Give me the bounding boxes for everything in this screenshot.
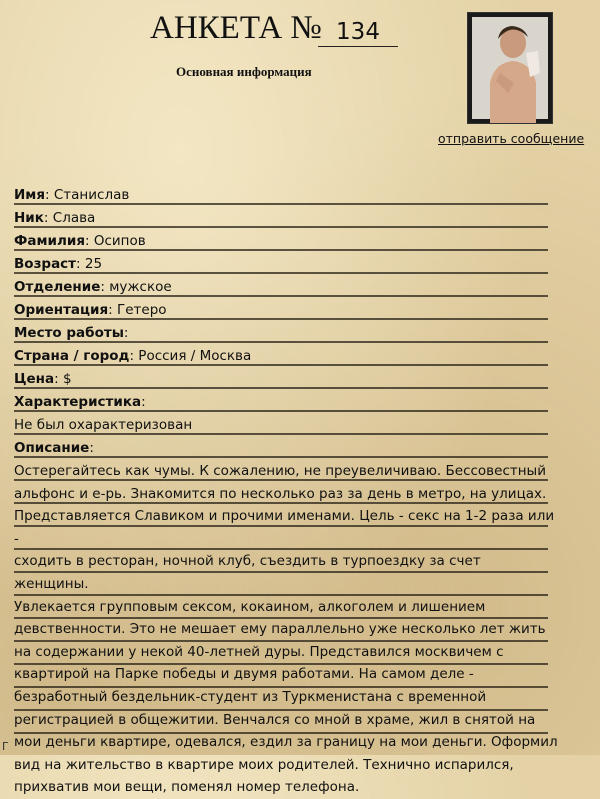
section-title: Основная информация: [176, 64, 312, 79]
description-line: мои деньги квартире, одевался, ездил за границу на мои деньги. Оформил: [14, 734, 558, 751]
characteristic-label: Характеристика: [14, 394, 142, 410]
description-line: прихватив мои вещи, поменял номер телефона.: [14, 779, 360, 796]
field-age-value: 25: [84, 256, 103, 272]
field-location-label: Страна / город: [14, 348, 130, 364]
profile-photo[interactable]: [467, 12, 553, 124]
description-line: сходить в ресторан, ночной клуб, съездить в турпоездку за счет женщины.: [14, 553, 481, 592]
corner-mark: Г: [2, 740, 9, 753]
field-department: Отделение: мужское: [14, 279, 172, 295]
description-line: регистрацией в общежитии. Венчался со мной в храме, жил в снятой на: [14, 711, 536, 728]
field-department-value: мужское: [109, 279, 172, 295]
page-title: АНКЕТА №: [150, 10, 322, 46]
field-surname-value: Осипов: [93, 233, 146, 249]
field-location-value: Россия / Москва: [138, 348, 252, 364]
field-age: Возраст: 25: [14, 256, 103, 272]
description-line: безработный бездельник-студент из Туркменистана с временной: [14, 688, 487, 705]
field-surname: Фамилия: Осипов: [14, 233, 146, 249]
field-name-label: Имя: [14, 187, 46, 203]
characteristic-value: Не был охарактеризован: [14, 417, 193, 433]
field-age-label: Возраст: [14, 256, 77, 272]
field-nick: Ник: Слава: [14, 210, 96, 226]
description-line: квартирой на Парке победы и двумя работами. На самом деле -: [14, 666, 474, 683]
description-line: девственности. Это не мешает ему параллельно уже несколько лет жить: [14, 621, 546, 638]
field-name-value: Станислав: [53, 187, 130, 203]
description-heading: Описание:: [14, 440, 94, 456]
field-nick-label: Ник: [14, 210, 44, 226]
field-name: Имя: Станислав: [14, 187, 130, 203]
field-orientation: Ориентация: Гетеро: [14, 302, 167, 318]
description-line: Увлекается групповым сексом, кокаином, алкоголем и лишением: [14, 598, 486, 615]
questionnaire-number: 134: [318, 18, 398, 47]
field-price-value: $: [62, 371, 72, 387]
field-surname-label: Фамилия: [14, 233, 86, 249]
description-line: Представляется Славиком и прочими именами. Цель - секс на 1-2 раза или -: [14, 508, 555, 547]
description-line: Остерегайтесь как чумы. К сожалению, не преувеличиваю. Бессовестный: [14, 463, 546, 479]
field-department-label: Отделение: [14, 279, 101, 295]
send-message-link[interactable]: отправить сообщение: [438, 131, 585, 146]
field-price-label: Цена: [14, 371, 55, 387]
description-line: на содержании у некой 40-летней дуры. Представился москвичем с: [14, 643, 504, 660]
field-orientation-value: Гетеро: [117, 302, 167, 318]
field-location: Страна / город: Россия / Москва: [14, 348, 252, 364]
field-price: Цена: $: [14, 371, 72, 387]
description-line: альфонс и е-рь. Знакомится по несколько раз за день в метро, на улицах.: [14, 485, 547, 502]
field-orientation-label: Ориентация: [14, 302, 109, 318]
description-label: Описание: [14, 440, 90, 456]
characteristic-heading: Характеристика:: [14, 394, 146, 410]
description-line: вид на жительство в квартире моих родителей. Технично испарился,: [14, 756, 514, 773]
profile-photo-image: [468, 13, 552, 123]
field-workplace-label: Место работы: [14, 325, 124, 341]
description-text: [14, 460, 559, 799]
field-nick-value: Слава: [52, 210, 96, 226]
field-workplace: Место работы:: [14, 325, 129, 341]
